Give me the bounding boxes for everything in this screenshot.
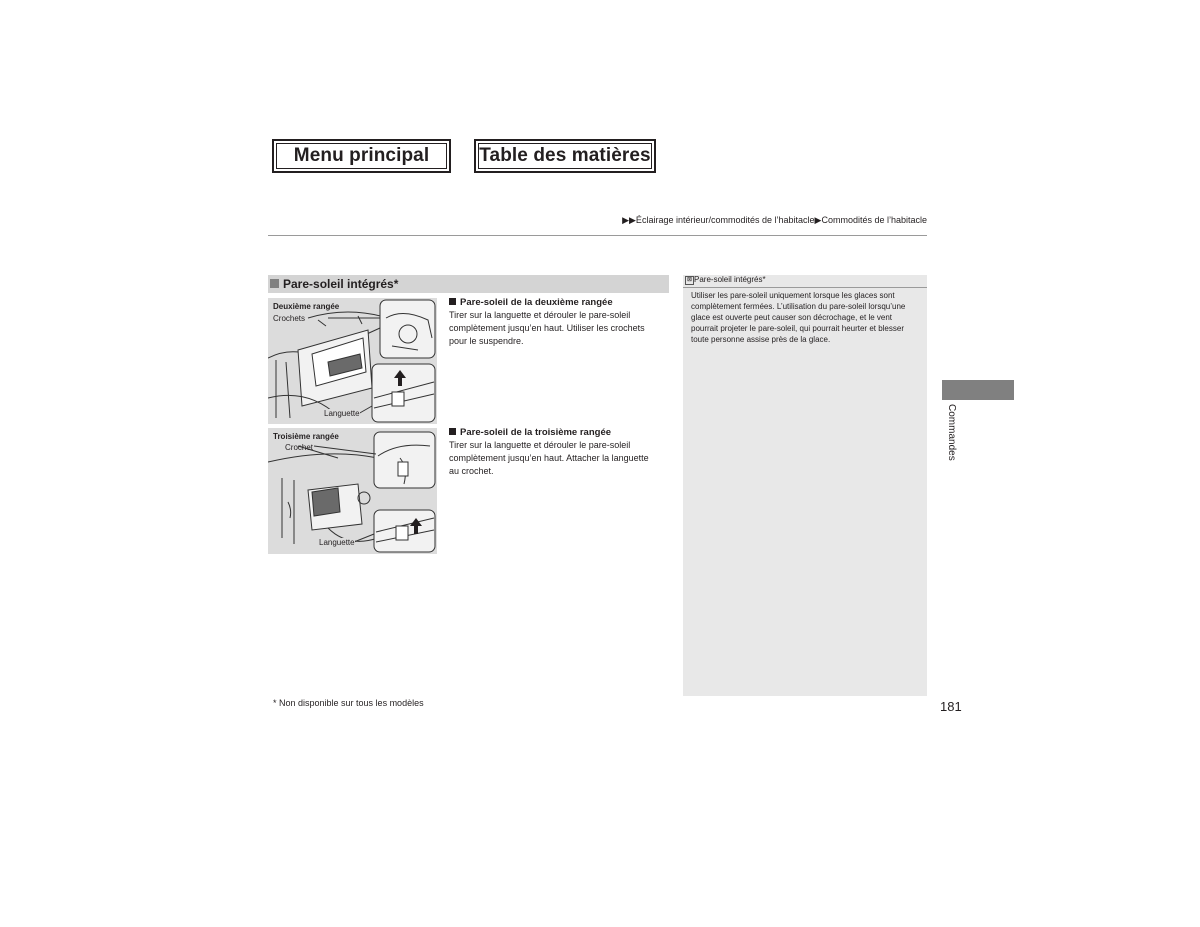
footnote: * Non disponible sur tous les modèles: [273, 698, 424, 708]
figure-second-row: [268, 298, 437, 424]
label-tab-2: Languette: [319, 538, 355, 547]
sidebar-text: Utiliser les pare-soleil uniquement lorsque les glaces sont complètement fermées. L’utilisation du pare-soleil lorsqu’une glace est ouverte peut causer son décrochage, et le vent pourrait projeter le pare-soleil, qui pourrait heurter et blesser toute personne assise près de la glace.: [691, 291, 906, 344]
note-icon: ⊠: [686, 277, 693, 283]
sidebar-caption: ⊠ Pare-soleil intégrés*: [683, 275, 927, 288]
chapter-tab[interactable]: [942, 380, 1014, 400]
table-of-contents-button[interactable]: [474, 139, 656, 173]
item-body: Tirer sur la languette et dérouler le pare-soleil complètement jusqu’en haut. Utiliser les crochets pour le suspendre.: [449, 310, 645, 346]
square-bullet-icon: [449, 298, 456, 305]
section-square-icon: [270, 279, 279, 288]
main-menu-label: Menu principal: [293, 145, 430, 166]
label-hooks: Crochets: [273, 314, 306, 323]
figure-title-third-row: Troisième rangée: [273, 432, 339, 441]
header-divider: [268, 235, 927, 236]
breadcrumb[interactable]: ▶▶Éclairage intérieur/commodités de l’habitacle▶Commodités de l’habitacle: [622, 215, 927, 225]
toc-label: Table des matières: [479, 145, 651, 166]
figure-third-row: [268, 428, 437, 554]
section-header: [268, 275, 669, 293]
main-menu-button[interactable]: [272, 139, 451, 173]
sidebar-note: [683, 275, 927, 696]
item-third-row: [449, 427, 671, 478]
section-title: Pare-soleil intégrés*: [283, 277, 399, 291]
page-number: 181: [940, 699, 962, 714]
label-tab: Languette: [324, 409, 360, 418]
chapter-tab-label: Commandes: [946, 404, 957, 461]
item-body-2: Tirer sur la languette et dérouler le pare-soleil complètement jusqu’en haut. Attacher la languette au crochet.: [449, 440, 649, 476]
item-heading-2: Pare-soleil de la troisième rangée: [449, 427, 671, 438]
square-bullet-icon-2: [449, 428, 456, 435]
item-heading: Pare-soleil de la deuxième rangée: [449, 297, 671, 308]
item-second-row: [449, 297, 671, 348]
figure-title-second-row: Deuxième rangée: [273, 302, 340, 311]
label-hook: Crochet: [285, 443, 314, 452]
